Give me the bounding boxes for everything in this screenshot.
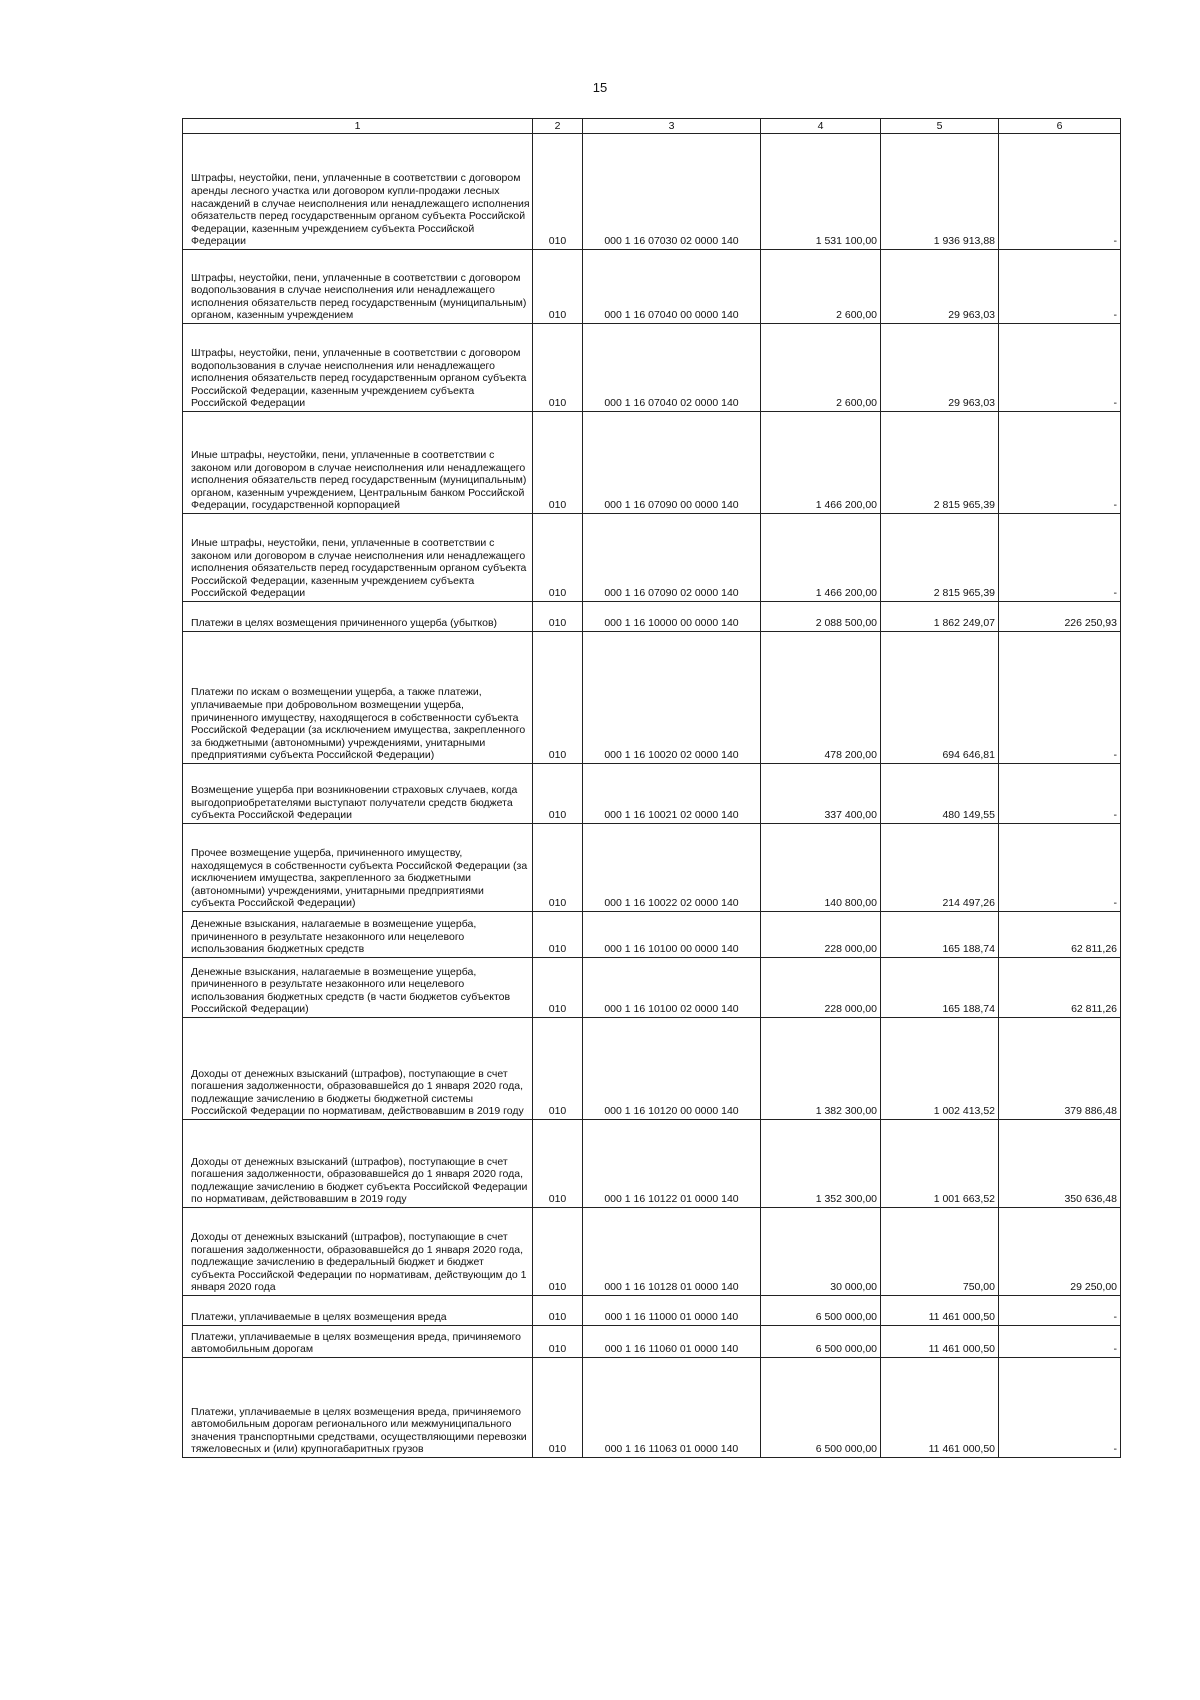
approved-amount: 2 600,00 xyxy=(761,324,881,412)
budget-classification-code: 000 1 16 07090 02 0000 140 xyxy=(583,514,761,602)
budget-classification-code: 000 1 16 07040 02 0000 140 xyxy=(583,324,761,412)
unexecuted-amount: - xyxy=(999,412,1121,514)
budget-classification-code: 000 1 16 07030 02 0000 140 xyxy=(583,134,761,250)
budget-classification-code: 000 1 16 10000 00 0000 140 xyxy=(583,602,761,632)
budget-classification-code: 000 1 16 07040 00 0000 140 xyxy=(583,250,761,324)
budget-classification-code: 000 1 16 07090 00 0000 140 xyxy=(583,412,761,514)
row-description: Прочее возмещение ущерба, причиненного имуществу, находящемуся в собственности субъекта Российской Федерации (за исключением имущества, закрепленного за бюджетными (автономными) учреждениями, унитарными предприятиями субъекта Российской Федерации) xyxy=(183,824,533,912)
executed-amount: 29 963,03 xyxy=(881,250,999,324)
unexecuted-amount: - xyxy=(999,324,1121,412)
budget-classification-code: 000 1 16 10021 02 0000 140 xyxy=(583,764,761,824)
line-code: 010 xyxy=(533,602,583,632)
budget-classification-code: 000 1 16 11000 01 0000 140 xyxy=(583,1296,761,1326)
unexecuted-amount: 350 636,48 xyxy=(999,1120,1121,1208)
executed-amount: 2 815 965,39 xyxy=(881,514,999,602)
unexecuted-amount: - xyxy=(999,134,1121,250)
row-description: Штрафы, неустойки, пени, уплаченные в соответствии с договором водопользования в случае неисполнения или ненадлежащего исполнения обязательств перед государственным органом субъекта Российской Федерации, казенным учреждением субъекта Российской Федерации xyxy=(183,324,533,412)
unexecuted-amount: 226 250,93 xyxy=(999,602,1121,632)
table-row xyxy=(183,324,1121,412)
unexecuted-amount: - xyxy=(999,764,1121,824)
approved-amount: 2 600,00 xyxy=(761,250,881,324)
column-header-6: 6 xyxy=(999,119,1121,134)
line-code: 010 xyxy=(533,1120,583,1208)
approved-amount: 228 000,00 xyxy=(761,958,881,1018)
row-description: Доходы от денежных взысканий (штрафов), поступающие в счет погашения задолженности, образовавшейся до 1 января 2020 года, подлежащие зачислению в бюджеты бюджетной системы Российской Федерации по нормативам, действовавшим в 2019 году xyxy=(183,1018,533,1120)
table-row xyxy=(183,824,1121,912)
table-row xyxy=(183,1120,1121,1208)
row-description: Доходы от денежных взысканий (штрафов), поступающие в счет погашения задолженности, образовавшейся до 1 января 2020 года, подлежащие зачислению в федеральный бюджет и бюджет субъекта Российской Федерации по нормативам, действующим до 1 января 2020 года xyxy=(183,1208,533,1296)
executed-amount: 165 188,74 xyxy=(881,958,999,1018)
budget-classification-code: 000 1 16 11063 01 0000 140 xyxy=(583,1358,761,1458)
executed-amount: 1 002 413,52 xyxy=(881,1018,999,1120)
column-header-5: 5 xyxy=(881,119,999,134)
row-description: Платежи, уплачиваемые в целях возмещения вреда, причиняемого автомобильным дорогам регионального или межмуниципального значения транспортными средствами, осуществляющими перевозки тяжеловесных и (или) крупногабаритных грузов xyxy=(183,1358,533,1458)
executed-amount: 165 188,74 xyxy=(881,912,999,958)
unexecuted-amount: - xyxy=(999,1296,1121,1326)
row-description: Штрафы, неустойки, пени, уплаченные в соответствии с договором водопользования в случае неисполнения или ненадлежащего исполнения обязательств перед государственным (муниципальным) органом, казенным учреждением xyxy=(183,250,533,324)
line-code: 010 xyxy=(533,1018,583,1120)
unexecuted-amount: - xyxy=(999,1358,1121,1458)
column-header-2: 2 xyxy=(533,119,583,134)
column-header-1: 1 xyxy=(183,119,533,134)
row-description: Штрафы, неустойки, пени, уплаченные в соответствии с договором аренды лесного участка или договором купли-продажи лесных насаждений в случае неисполнения или ненадлежащего исполнения обязательств перед государственным органом субъекта Российской Федерации, казенным учреждением субъекта Российской Федерации xyxy=(183,134,533,250)
unexecuted-amount: - xyxy=(999,632,1121,764)
approved-amount: 140 800,00 xyxy=(761,824,881,912)
column-header-3: 3 xyxy=(583,119,761,134)
approved-amount: 1 466 200,00 xyxy=(761,412,881,514)
table-row xyxy=(183,1018,1121,1120)
approved-amount: 6 500 000,00 xyxy=(761,1296,881,1326)
line-code: 010 xyxy=(533,324,583,412)
line-code: 010 xyxy=(533,632,583,764)
table-body xyxy=(183,119,1121,1458)
table-row xyxy=(183,250,1121,324)
executed-amount: 11 461 000,50 xyxy=(881,1358,999,1458)
column-header-4: 4 xyxy=(761,119,881,134)
row-description: Платежи в целях возмещения причиненного ущерба (убытков) xyxy=(183,602,533,632)
table-row xyxy=(183,1296,1121,1326)
row-description: Денежные взыскания, налагаемые в возмещение ущерба, причиненного в результате незаконного или нецелевого использования бюджетных средств (в части бюджетов субъектов Российской Федерации) xyxy=(183,958,533,1018)
executed-amount: 1 936 913,88 xyxy=(881,134,999,250)
table-row xyxy=(183,514,1121,602)
budget-classification-code: 000 1 16 11060 01 0000 140 xyxy=(583,1326,761,1358)
table-row xyxy=(183,958,1121,1018)
approved-amount: 228 000,00 xyxy=(761,912,881,958)
row-description: Платежи, уплачиваемые в целях возмещения вреда, причиняемого автомобильным дорогам xyxy=(183,1326,533,1358)
unexecuted-amount: 62 811,26 xyxy=(999,958,1121,1018)
approved-amount: 1 531 100,00 xyxy=(761,134,881,250)
budget-classification-code: 000 1 16 10128 01 0000 140 xyxy=(583,1208,761,1296)
line-code: 010 xyxy=(533,912,583,958)
executed-amount: 11 461 000,50 xyxy=(881,1326,999,1358)
executed-amount: 29 963,03 xyxy=(881,324,999,412)
table-row xyxy=(183,1326,1121,1358)
unexecuted-amount: - xyxy=(999,1326,1121,1358)
line-code: 010 xyxy=(533,764,583,824)
approved-amount: 478 200,00 xyxy=(761,632,881,764)
row-description: Иные штрафы, неустойки, пени, уплаченные в соответствии с законом или договором в случае неисполнения или ненадлежащего исполнения обязательств перед государственным органом субъекта Российской Федерации, казенным учреждением субъекта Российской Федерации xyxy=(183,514,533,602)
unexecuted-amount: - xyxy=(999,250,1121,324)
line-code: 010 xyxy=(533,1326,583,1358)
executed-amount: 694 646,81 xyxy=(881,632,999,764)
line-code: 010 xyxy=(533,958,583,1018)
executed-amount: 214 497,26 xyxy=(881,824,999,912)
budget-classification-code: 000 1 16 10100 02 0000 140 xyxy=(583,958,761,1018)
approved-amount: 2 088 500,00 xyxy=(761,602,881,632)
budget-classification-code: 000 1 16 10122 01 0000 140 xyxy=(583,1120,761,1208)
table-row xyxy=(183,412,1121,514)
table-row xyxy=(183,602,1121,632)
unexecuted-amount: - xyxy=(999,514,1121,602)
approved-amount: 337 400,00 xyxy=(761,764,881,824)
budget-classification-code: 000 1 16 10100 00 0000 140 xyxy=(583,912,761,958)
line-code: 010 xyxy=(533,250,583,324)
approved-amount: 30 000,00 xyxy=(761,1208,881,1296)
row-description: Денежные взыскания, налагаемые в возмещение ущерба, причиненного в результате незаконного или нецелевого использования бюджетных средств xyxy=(183,912,533,958)
approved-amount: 1 466 200,00 xyxy=(761,514,881,602)
budget-classification-code: 000 1 16 10022 02 0000 140 xyxy=(583,824,761,912)
revenue-table xyxy=(182,118,1121,1458)
row-description: Доходы от денежных взысканий (штрафов), поступающие в счет погашения задолженности, образовавшейся до 1 января 2020 года, подлежащие зачислению в бюджет субъекта Российской Федерации по нормативам, действовавшим в 2019 году xyxy=(183,1120,533,1208)
budget-classification-code: 000 1 16 10120 00 0000 140 xyxy=(583,1018,761,1120)
line-code: 010 xyxy=(533,514,583,602)
approved-amount: 6 500 000,00 xyxy=(761,1358,881,1458)
executed-amount: 1 862 249,07 xyxy=(881,602,999,632)
line-code: 010 xyxy=(533,412,583,514)
row-description: Платежи, уплачиваемые в целях возмещения вреда xyxy=(183,1296,533,1326)
executed-amount: 750,00 xyxy=(881,1208,999,1296)
line-code: 010 xyxy=(533,1296,583,1326)
table-row xyxy=(183,764,1121,824)
unexecuted-amount: - xyxy=(999,824,1121,912)
line-code: 010 xyxy=(533,1358,583,1458)
table-row xyxy=(183,912,1121,958)
table-row xyxy=(183,134,1121,250)
approved-amount: 1 382 300,00 xyxy=(761,1018,881,1120)
table-row xyxy=(183,632,1121,764)
column-header-row xyxy=(183,119,1121,134)
approved-amount: 1 352 300,00 xyxy=(761,1120,881,1208)
line-code: 010 xyxy=(533,824,583,912)
line-code: 010 xyxy=(533,134,583,250)
table-row xyxy=(183,1358,1121,1458)
row-description: Платежи по искам о возмещении ущерба, а также платежи, уплачиваемые при добровольном возмещении ущерба, причиненного имуществу, находящегося в собственности субъекта Российской Федерации (за исключением имущества, закрепленного за бюджетными (автономными) учреждениями, унитарными предприятиями субъекта Российской Федерации) xyxy=(183,632,533,764)
page-number: 15 xyxy=(592,80,608,95)
row-description: Возмещение ущерба при возникновении страховых случаев, когда выгодоприобретателями выступают получатели средств бюджета субъекта Российской Федерации xyxy=(183,764,533,824)
unexecuted-amount: 62 811,26 xyxy=(999,912,1121,958)
executed-amount: 480 149,55 xyxy=(881,764,999,824)
unexecuted-amount: 379 886,48 xyxy=(999,1018,1121,1120)
unexecuted-amount: 29 250,00 xyxy=(999,1208,1121,1296)
row-description: Иные штрафы, неустойки, пени, уплаченные в соответствии с законом или договором в случае неисполнения или ненадлежащего исполнения обязательств перед государственным (муниципальным) органом, казенным учреждением, Центральным банком Российской Федерации, государственной корпорацией xyxy=(183,412,533,514)
executed-amount: 1 001 663,52 xyxy=(881,1120,999,1208)
approved-amount: 6 500 000,00 xyxy=(761,1326,881,1358)
line-code: 010 xyxy=(533,1208,583,1296)
table-row xyxy=(183,1208,1121,1296)
budget-classification-code: 000 1 16 10020 02 0000 140 xyxy=(583,632,761,764)
executed-amount: 11 461 000,50 xyxy=(881,1296,999,1326)
executed-amount: 2 815 965,39 xyxy=(881,412,999,514)
